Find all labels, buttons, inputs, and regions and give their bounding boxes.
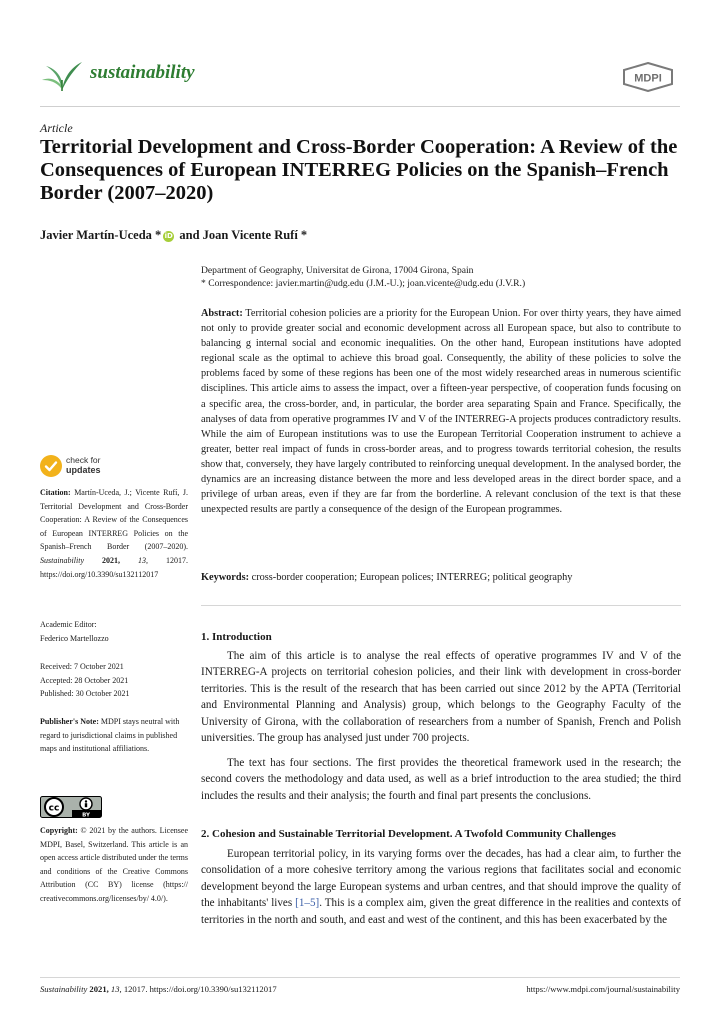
paragraph-text: European territorial policy, in its varying forms over the decades, has had a clear aim, to further the consolidation of a more cohesive territory among the various regions that facilitates social and economic development beyond the large European systems and urban centres, and that should improve the quality of the inhabitants' lives xyxy=(201,848,681,910)
affiliation: Department of Geography, Universitat de Girona, 17004 Girona, Spain xyxy=(201,265,474,276)
copyright-text: © 2021 by the authors. Licensee MDPI, Basel, Switzerland. This article is an open access article distributed under the terms and conditions of the Creative Commons Attribution (CC BY) license (https:// creativecommons.org/licenses/by/ 4.0/). xyxy=(40,826,189,903)
footer-volume: 13, xyxy=(110,984,122,994)
cc-by-license-icon[interactable] xyxy=(40,796,102,818)
check-for-updates-icon[interactable] xyxy=(40,455,62,477)
svg-text:cc: cc xyxy=(48,803,60,814)
mdpi-logo-icon[interactable] xyxy=(622,62,674,92)
accepted-date: Accepted: 28 October 2021 xyxy=(40,675,129,685)
citation-journal: Sustainability xyxy=(40,555,84,565)
abstract-text: Territorial cohesion policies are a priority for the European Union. For over thirty years, they have aimed not only to provide greater social and economic development across all European space, but also to contribute to balancing g internal social and economic inequalities. On the other hand, European institutions have adopted regional scale as the optimal to achieve this broad goal. Consequently, the ability of these policies to solve the problems faced by some of these regions has been one of the most widely researched areas in numerous scientific disciplines. This article aims to assess the impact, over a fifteen-year perspective, of cooperation funds focusing on a specific area, the cross-border, and, in particular, the border area separating Spain and France. Specifically, the analyses of data from operative programmes IV and V of the INTERREG-A projects produces contradictory results. While the aim of European institutions was to use the European Territorial Cooperation instrument to achieve a greater, better real impact of funds in cross-border areas, and to progress towards territorial cohesion, the results show that, conversely, they have largely contributed to reinforcing unequal development. In the analysed border, the dynamics are an increasing distance between the more and less developed areas in the direct border space, and a privilege of urban areas, even if they are far from the borderline. A relevant conclusion of the text is that these unexpected results are partly a consequence of the design of the European programmes. xyxy=(201,308,681,516)
footer-divider xyxy=(40,977,680,978)
reference-link[interactable]: [1–5] xyxy=(295,897,320,910)
author-separator: and xyxy=(176,228,203,242)
check-updates-line1: check for xyxy=(66,455,101,465)
body-paragraph: The text has four sections. The first provides the theoretical framework used in the research; the second covers the methodology and data used, as well as a brief introduction to the area studied; the third includes the results and their analysis; the fourth and final part presents the conclusions. xyxy=(201,757,681,802)
received-date: Received: 7 October 2021 xyxy=(40,662,124,671)
article-title: Territorial Development and Cross-Border Cooperation: A Review of the Consequences of European INTERREG Policies on the Spanish–French Border (2007–2020) xyxy=(40,136,678,204)
paragraph-text: . This is a complex aim, given the great difference in the realities and contexts of territories in the north and south, and east and west of the continent, and this has been exacerbated by the xyxy=(201,897,681,926)
article-type: Article xyxy=(40,121,73,135)
academic-editor-label: Academic Editor: xyxy=(40,620,97,629)
mdpi-logo-text: MDPI xyxy=(634,72,662,85)
header-divider xyxy=(40,106,680,107)
footer-journal-url[interactable]: https://www.mdpi.com/journal/sustainability xyxy=(526,984,680,994)
footer-journal: Sustainability xyxy=(40,984,88,994)
orcid-icon[interactable]: iD xyxy=(164,232,173,240)
copyright-block xyxy=(40,824,188,906)
citation-year: 2021, xyxy=(102,555,120,565)
check-updates-line2: updates xyxy=(66,465,101,475)
correspondence: * Correspondence: javier.martin@udg.edu (J.M.-U.); joan.vicente@udg.edu (J.V.R.) xyxy=(201,278,526,289)
section-heading-cohesion: 2. Cohesion and Sustainable Territorial Development. A Twofold Community Challenges xyxy=(201,828,616,840)
keywords-label: Keywords: xyxy=(201,572,250,583)
keywords-text: cross-border cooperation; European polices; INTERREG; political geography xyxy=(251,572,573,583)
body-paragraph: The aim of this article is to analyse the real effects of operative programmes IV and V of the INTERREG-A projects on territorial cohesion policies, and their link with development in cross-border territories. This is the result of the research that has been carried out since 2012 by the APTA (Territorial and Environmental Planning and Analysis) group, which belongs to the Geography Faculty of the University of Girona, with the collaboration of researchers from a number of Spanish, French and Polish universities. The group has analysed just under 700 projects. xyxy=(201,650,681,745)
check-for-updates-link[interactable] xyxy=(66,455,101,475)
keywords xyxy=(201,571,681,585)
sustainability-leaf-logo-icon xyxy=(40,58,84,92)
citation-volume: 13, xyxy=(138,555,148,565)
publisher-note-text: MDPI stays neutral with regard to jurisdictional claims in published maps and institutional affiliations. xyxy=(40,717,180,754)
citation-block xyxy=(40,486,188,581)
section-heading-introduction: 1. Introduction xyxy=(201,631,272,643)
published-date: Published: 30 October 2021 xyxy=(40,689,130,699)
publisher-note-label: Publisher's Note: xyxy=(40,717,99,726)
publisher-note-block xyxy=(40,715,188,756)
academic-editor-name: Federico Martellozzo xyxy=(40,633,109,643)
academic-editor-block xyxy=(40,618,188,645)
affiliation-block xyxy=(201,264,681,290)
authors xyxy=(40,228,307,243)
abstract xyxy=(201,306,681,517)
dates-block xyxy=(40,660,188,701)
footer-doi[interactable]: 12017. https://doi.org/10.3390/su132112017 xyxy=(123,984,277,994)
copyright-label: Copyright: xyxy=(40,826,78,835)
cc-badge-text: BY xyxy=(82,812,90,818)
abstract-label: Abstract: xyxy=(201,308,243,319)
body-paragraph xyxy=(201,846,681,928)
citation-text: Martín-Uceda, J.; Vicente Rufí, J. Territorial Development and Cross-Border Cooperation: A Review of the Consequences of European INTERREG Policies on the Spanish–French Border (2007–2020). xyxy=(40,488,189,552)
journal-name[interactable]: sustainability xyxy=(90,62,195,83)
author-name[interactable]: Joan Vicente Rufí * xyxy=(202,228,308,242)
citation-doi[interactable]: 12017. https://doi.org/10.3390/su132112017 xyxy=(40,555,188,579)
citation-label: Citation: xyxy=(40,488,71,497)
footer-citation xyxy=(40,984,277,994)
footer-year: 2021, xyxy=(89,984,109,994)
author-name[interactable]: Javier Martín-Uceda * xyxy=(40,228,162,242)
keywords-divider xyxy=(201,605,681,606)
